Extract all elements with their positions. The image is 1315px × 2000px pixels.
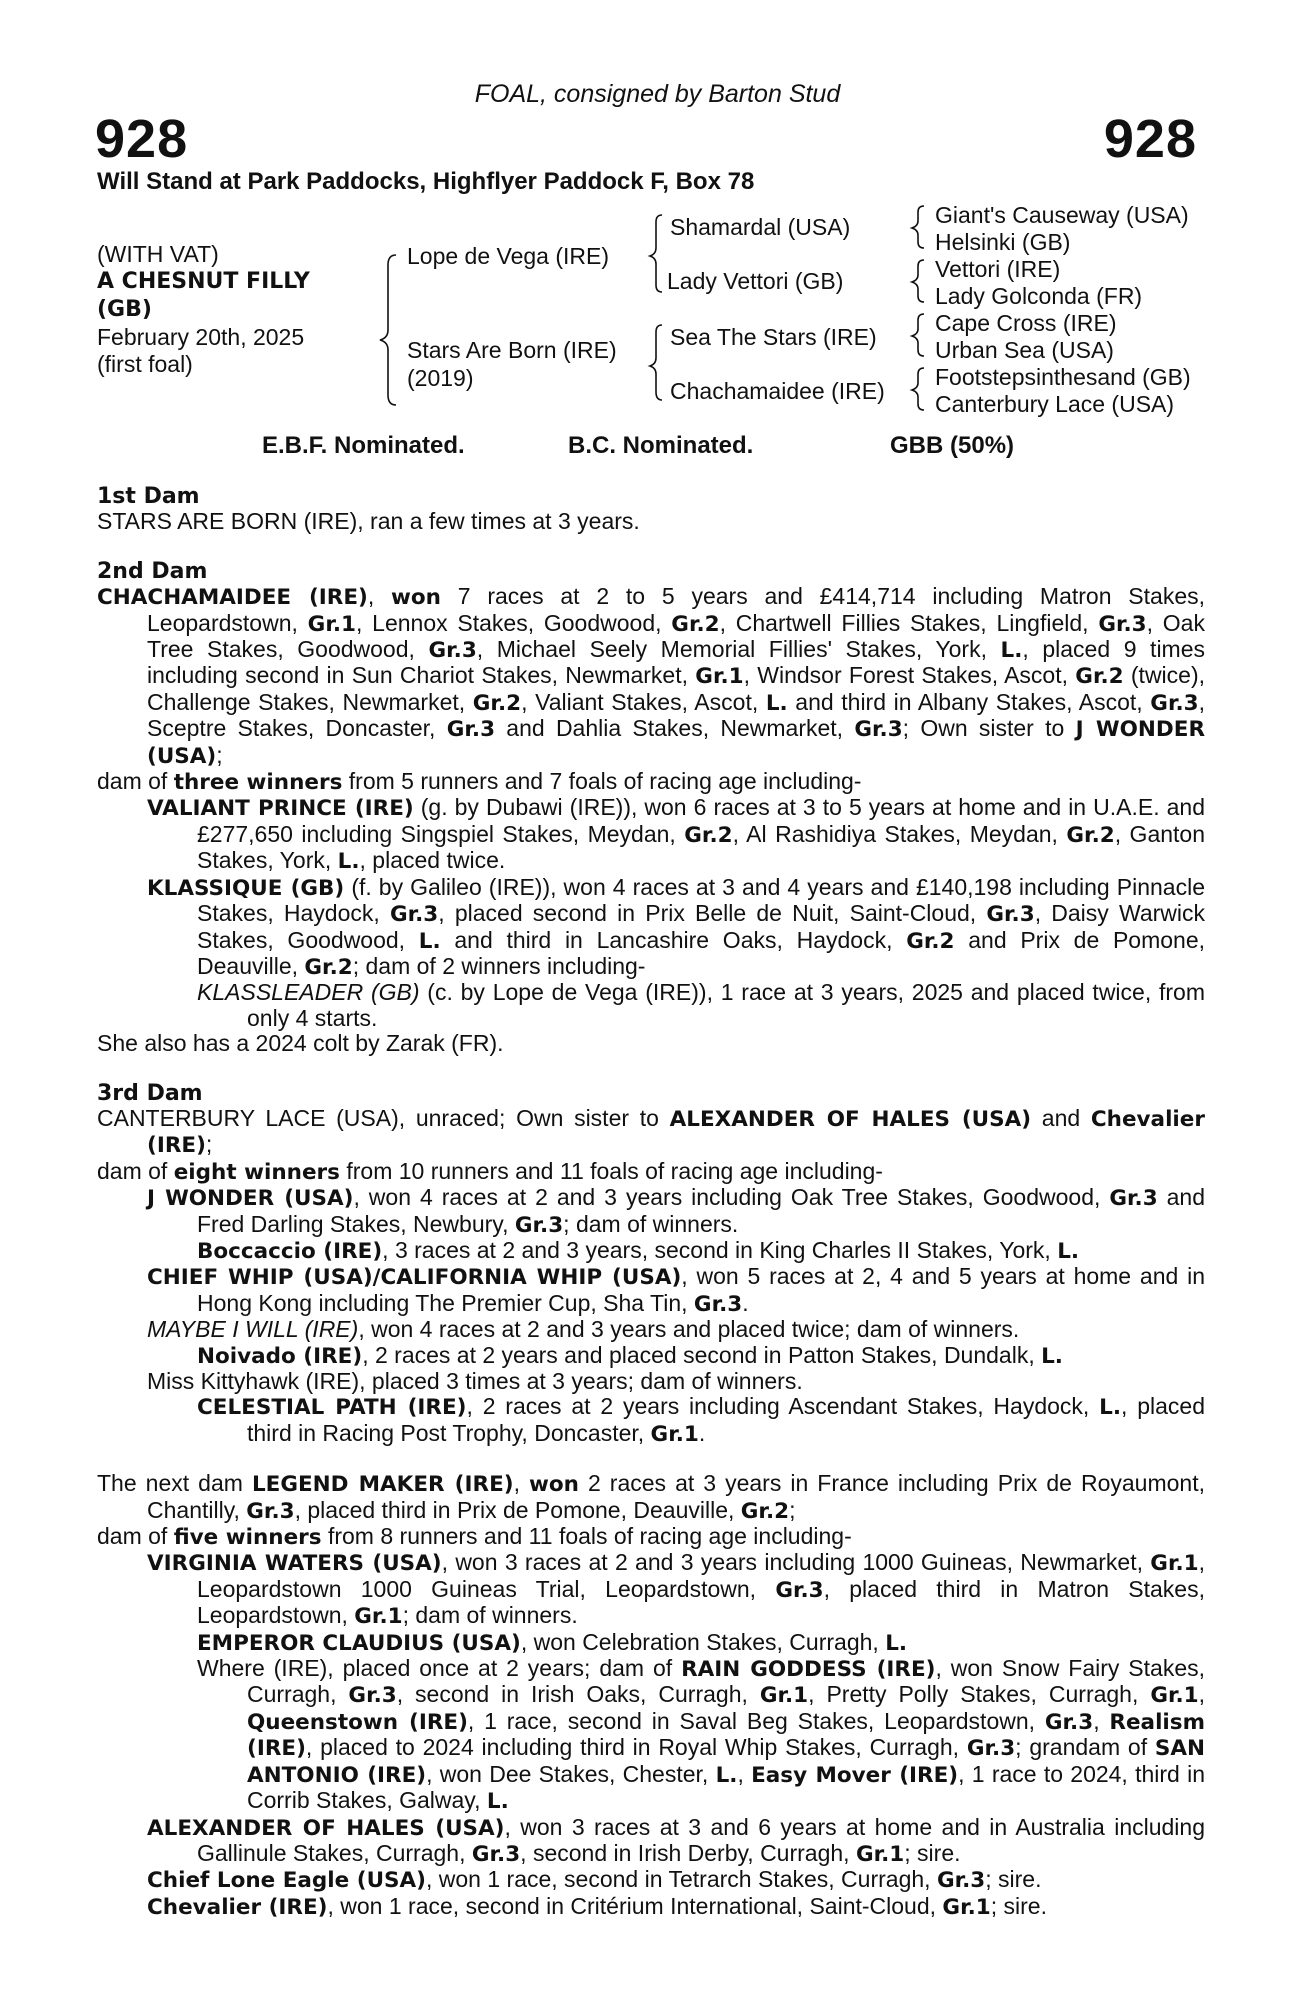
gbb-status: GBB (50%) bbox=[890, 432, 1015, 459]
pedigree-dsd: Urban Sea (USA) bbox=[935, 337, 1114, 363]
date-of-birth: February 20th, 2025 bbox=[97, 324, 305, 350]
dam-name: CHACHAMAIDEE (IRE) bbox=[97, 585, 368, 611]
pedigree-dam-year: (2019) bbox=[407, 365, 474, 391]
produce-boccaccio: Boccaccio (IRE), 3 races at 2 and 3 years, second in King Charles II Stakes, York, L. bbox=[197, 1236, 1080, 1264]
second-dam-record: CHACHAMAIDEE (IRE), won 7 races at 2 to 5 years and £414,714 including Matron Stakes, Leopardstown, Gr.1, Lennox Stakes, Goodwood, Gr.2, Chartwell Fillies Stakes, Lingfield, Gr.3, Oak Tree Stakes, Goodwood, Gr.3, Michael Seely Memorial Fillies' Stakes, York, L., placed 9 times including second in Sun Chariot Stakes, Newmarket, Gr.1, Windsor Forest Stakes, Ascot, Gr.2 (twice), Challenge Stakes, Newmarket, Gr.2, Valiant Stakes, Ascot, L. and third in Albany Stakes, Ascot, Gr.3, Sceptre Stakes, Doncaster, Gr.3 and Dahlia Stakes, Newmarket, Gr.3; Own sister to J WONDER (USA); bbox=[97, 583, 1206, 769]
bc-nominated: B.C. Nominated. bbox=[568, 432, 754, 459]
second-dam-produce: dam of three winners from 5 runners and 7 foals of racing age including- bbox=[97, 768, 862, 796]
bracket-sd bbox=[912, 260, 924, 302]
produce-chief-whip: CHIEF WHIP (USA)/CALIFORNIA WHIP (USA), won 5 races at 2, 4 and 5 years at home and in Hong Kong including The Premier Cup, Sha Tin, Gr.3. bbox=[147, 1263, 1206, 1317]
pedigree-dam: Stars Are Born (IRE) bbox=[407, 337, 617, 363]
produce-noivado: Noivado (IRE), 2 races at 2 years and placed second in Patton Stakes, Dundalk, L. bbox=[197, 1341, 1063, 1369]
pedigree-dds: Footstepsinthesand (GB) bbox=[935, 364, 1191, 390]
bracket-dam bbox=[650, 325, 662, 400]
next-dam-intro: The next dam LEGEND MAKER (IRE), won 2 races at 3 years in France including Prix de Royaumont, Chantilly, Gr.3, placed third in Prix de Pomone, Deauville, Gr.2; bbox=[97, 1470, 1205, 1524]
pedigree-ssd: Helsinki (GB) bbox=[935, 229, 1071, 255]
bracket-dd bbox=[912, 368, 924, 410]
ebf-nominated: E.B.F. Nominated. bbox=[262, 432, 465, 459]
produce-klassleader: KLASSLEADER (GB) (c. by Lope de Vega (IRE)), 1 race at 3 years, 2025 and placed twice, from only 4 starts. bbox=[197, 979, 1206, 1031]
lot-name-line1: A CHESNUT FILLY bbox=[97, 269, 310, 294]
bracket-sire bbox=[650, 215, 662, 292]
foal-note: (first foal) bbox=[97, 351, 193, 377]
pedigree-dss: Cape Cross (IRE) bbox=[935, 310, 1117, 336]
pedigree-ds: Sea The Stars (IRE) bbox=[670, 324, 877, 350]
lot-number-right: 928 bbox=[1103, 109, 1197, 169]
produce-emperor-claudius: EMPEROR CLAUDIUS (USA), won Celebration Stakes, Curragh, L. bbox=[197, 1628, 908, 1656]
third-dam-produce: dam of eight winners from 10 runners and 11 foals of racing age including- bbox=[97, 1157, 883, 1185]
produce-chief-lone-eagle: Chief Lone Eagle (USA), won 1 race, second in Tetrarch Stakes, Curragh, Gr.3; sire. bbox=[147, 1866, 1042, 1894]
pedigree-dd: Chachamaidee (IRE) bbox=[670, 378, 885, 404]
pedigree-sire: Lope de Vega (IRE) bbox=[407, 243, 610, 269]
produce-celestial-path: CELESTIAL PATH (IRE), 2 races at 2 years including Ascendant Stakes, Haydock, L., placed third in Racing Post Trophy, Doncaster, Gr.1. bbox=[197, 1393, 1205, 1447]
pedigree-sd: Lady Vettori (GB) bbox=[667, 268, 844, 294]
first-dam-text: STARS ARE BORN (IRE), ran a few times at 3 years. bbox=[97, 508, 640, 535]
pedigree-sdd: Lady Golconda (FR) bbox=[935, 283, 1143, 309]
produce-virginia-waters: VIRGINIA WATERS (USA), won 3 races at 2 and 3 years including 1000 Guineas, Newmarket, Gr.1, Leopardstown 1000 Guineas Trial, Leopardstown, Gr.3, placed third in Matron Stakes, Leopardstown, Gr.1; dam of winners. bbox=[147, 1549, 1205, 1630]
consigned-by: FOAL, consigned by Barton Stud bbox=[474, 80, 841, 108]
produce-j-wonder: J WONDER (USA), won 4 races at 2 and 3 years including Oak Tree Stakes, Goodwood, Gr.3 and Fred Darling Stakes, Newbury, Gr.3; dam of winners. bbox=[147, 1184, 1205, 1238]
bracket-ds bbox=[912, 314, 924, 356]
pedigree-sds: Vettori (IRE) bbox=[935, 256, 1061, 282]
produce-where: Where (IRE), placed once at 2 years; dam of RAIN GODDESS (IRE), won Snow Fairy Stakes, Curragh, Gr.3, second in Irish Oaks, Curragh, Gr.1, Pretty Polly Stakes, Curragh, Gr.1, Queenstown (IRE), 1 race, second in Saval Beg Stakes, Leopardstown, Gr.3, Realism (IRE), placed to 2024 including third in Royal Whip Stakes, Curragh, Gr.3; grandam of SAN ANTONIO (IRE), won Dee Stakes, Chester, L., Easy Mover (IRE), 1 race to 2024, third in Corrib Stakes, Galway, L. bbox=[197, 1655, 1206, 1815]
bracket-main bbox=[380, 255, 396, 405]
bracket-ss bbox=[912, 206, 924, 248]
second-dam-heading: 2nd Dam bbox=[97, 558, 208, 584]
produce-miss-kittyhawk: Miss Kittyhawk (IRE), placed 3 times at 3 years; dam of winners. bbox=[147, 1368, 803, 1394]
pedigree-ddd: Canterbury Lace (USA) bbox=[935, 391, 1175, 417]
produce-maybe-i-will: MAYBE I WILL (IRE), won 4 races at 2 and 3 years and placed twice; dam of winners. bbox=[147, 1316, 1020, 1343]
pedigree-sss: Giant's Causeway (USA) bbox=[935, 202, 1189, 228]
next-dam-produce: dam of five winners from 8 runners and 11 foals of racing age including- bbox=[97, 1523, 852, 1551]
produce-valiant-prince: VALIANT PRINCE (IRE) (g. by Dubawi (IRE)), won 6 races at 3 to 5 years at home and in U.A.E. and £277,650 including Singspiel Stakes, Meydan, Gr.2, Al Rashidiya Stakes, Meydan, Gr.2, Ganton Stakes, York, L., placed twice. bbox=[147, 794, 1205, 875]
produce-chevalier: Chevalier (IRE), won 1 race, second in Critérium International, Saint-Cloud, Gr.1; sire. bbox=[147, 1892, 1047, 1920]
first-dam-heading: 1st Dam bbox=[97, 484, 200, 509]
won-label: won bbox=[391, 585, 441, 611]
stand-location: Will Stand at Park Paddocks, Highflyer Paddock F, Box 78 bbox=[97, 168, 755, 195]
pedigree-ss: Shamardal (USA) bbox=[670, 214, 851, 240]
vat-note: (WITH VAT) bbox=[97, 241, 219, 267]
lot-name-line2: (GB) bbox=[97, 297, 152, 322]
produce-alexander-of-hales: ALEXANDER OF HALES (USA), won 3 races at 3 and 6 years at home and in Australia including Gallinule Stakes, Curragh, Gr.3, second in Irish Derby, Curragh, Gr.1; sire. bbox=[147, 1813, 1205, 1867]
lot-number-left: 928 bbox=[95, 109, 189, 169]
third-dam-intro: CANTERBURY LACE (USA), unraced; Own sister to ALEXANDER OF HALES (USA) and Chevalier (IRE); bbox=[97, 1104, 1205, 1159]
third-dam-heading: 3rd Dam bbox=[97, 1080, 203, 1106]
catalogue-body bbox=[97, 484, 1205, 1920]
produce-klassique: KLASSIQUE (GB) (f. by Galileo (IRE)), won 4 races at 3 and 4 years and £140,198 including Pinnacle Stakes, Haydock, Gr.3, placed second in Prix Belle de Nuit, Saint-Cloud, Gr.3, Daisy Warwick Stakes, Goodwood, L. and third in Lancashire Oaks, Haydock, Gr.2 and Prix de Pomone, Deauville, Gr.2; dam of 2 winners including- bbox=[147, 873, 1206, 980]
also-note: She also has a 2024 colt by Zarak (FR). bbox=[97, 1030, 504, 1057]
